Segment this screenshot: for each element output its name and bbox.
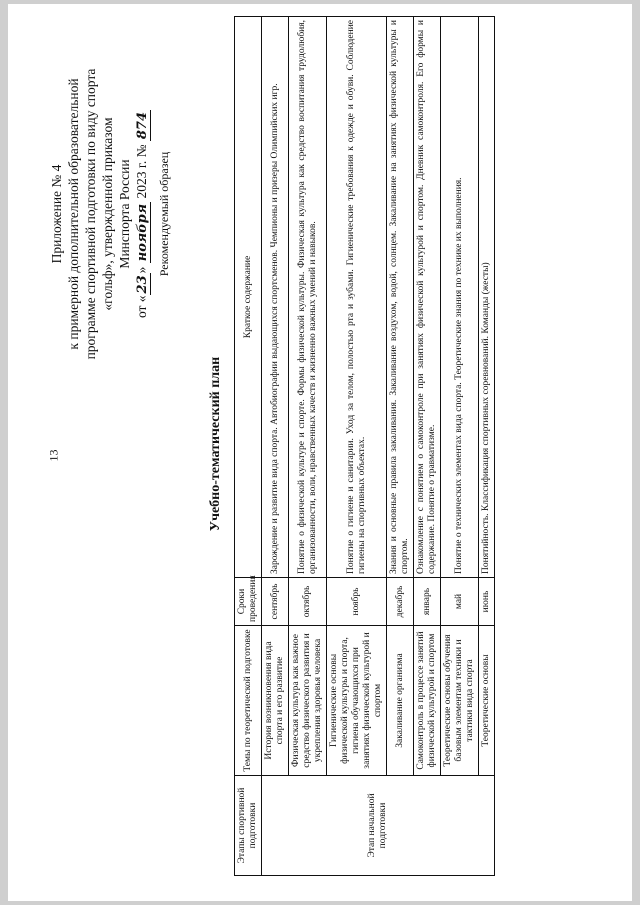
order-line — [133, 14, 151, 414]
appendix-line: к примерной дополнительной образовательной — [66, 78, 81, 350]
order-mid: » — [134, 263, 149, 274]
theme-cell: Теоретические основы обучения базовым элементам техники и тактики вида спорта — [441, 626, 479, 776]
appendix-header — [48, 14, 151, 414]
table-row — [289, 17, 327, 876]
header-period: Сроки проведения — [235, 578, 262, 626]
theme-cell: Гигиенические основы физической культуры и спорта, гигиена обучающихся при занятиях физической культурой и спортом — [327, 626, 387, 776]
header-stage: Этапы спортивной подготовки — [235, 776, 262, 876]
summary-cell: Понятие о физической культуре и спорте. Формы физической культуры. Физическая культура как средство воспитания трудолюбия, организованности, воли, нравственных качеств и жизненно важных умений и навыков. — [289, 17, 327, 578]
period-cell: июнь — [479, 578, 495, 626]
page-number: 13 — [46, 449, 61, 462]
order-month: ноября — [135, 203, 150, 262]
period-cell: сентябрь — [262, 578, 289, 626]
header-summary: Краткое содержание — [235, 17, 262, 578]
order-day: 23 — [135, 275, 150, 294]
summary-cell: Ознакомление с понятием о самоконтроле при занятиях физической культурой и спортом. Дневник самоконтроля. Его формы и содержание. Понятие о травматизме. — [414, 17, 441, 578]
table-row — [387, 17, 414, 876]
period-cell: ноябрь — [327, 578, 387, 626]
summary-cell: Понятийность. Классификация спортивных соревнований. Команды (жесты) — [479, 17, 495, 578]
summary-cell: Понятие о технических элементах вида спорта. Теоретические знания по технике их выполнения. — [441, 17, 479, 578]
rotated-content — [22, 4, 622, 884]
period-cell: декабрь — [387, 578, 414, 626]
theme-cell: Закаливание организма — [387, 626, 414, 776]
theme-cell: Теоретические основы — [479, 626, 495, 776]
table-row — [262, 17, 289, 876]
appendix-title: Приложение № 4 — [49, 164, 64, 264]
theme-cell: Физическая культура как важное средство физического развития и укрепления здоровья человека — [289, 626, 327, 776]
summary-cell: Зарождение и развитие вида спорта. Автобиографии выдающихся спортсменов. Чемпионы и призеры Олимпийских игр. — [262, 17, 289, 578]
sample-note: Рекомендуемый образец — [157, 151, 171, 277]
order-number: 874 — [135, 111, 150, 140]
curriculum-table — [234, 16, 495, 876]
period-cell: октябрь — [289, 578, 327, 626]
stage-cell: Этап начальной подготовки — [262, 776, 495, 876]
appendix-line: программе спортивной подготовки по виду спорта — [83, 68, 98, 360]
document-page — [8, 4, 632, 901]
order-prefix: от « — [134, 295, 149, 319]
theme-cell: Самоконтроль в процессе занятий физической культурой и спортом — [414, 626, 441, 776]
appendix-line: «гольф», утвержденной приказом — [100, 117, 115, 311]
table-row — [441, 17, 479, 876]
table-row — [327, 17, 387, 876]
period-cell: январь — [414, 578, 441, 626]
summary-cell: Знания и основные правила закаливания. Закаливание воздухом, водой, солнцем. Закаливание на занятиях физической культуры и спортом. — [387, 17, 414, 578]
period-cell: май — [441, 578, 479, 626]
plan-title: Учебно-тематический план — [208, 356, 223, 532]
table-row — [414, 17, 441, 876]
theme-cell: История возникновения вида спорта и его развитие — [262, 626, 289, 776]
appendix-line: Минспорта России — [117, 159, 132, 269]
table-header-row — [235, 17, 262, 876]
order-year: 2023 г. № — [134, 141, 149, 202]
table-row — [479, 17, 495, 876]
summary-cell: Понятие о гигиене и санитарии. Уход за телом, полостью рта и зубами. Гигиенические требования к одежде и обуви. Соблюдение гигиены на спортивных объектах. — [327, 17, 387, 578]
header-theme: Темы по теоретической подготовке — [235, 626, 262, 776]
